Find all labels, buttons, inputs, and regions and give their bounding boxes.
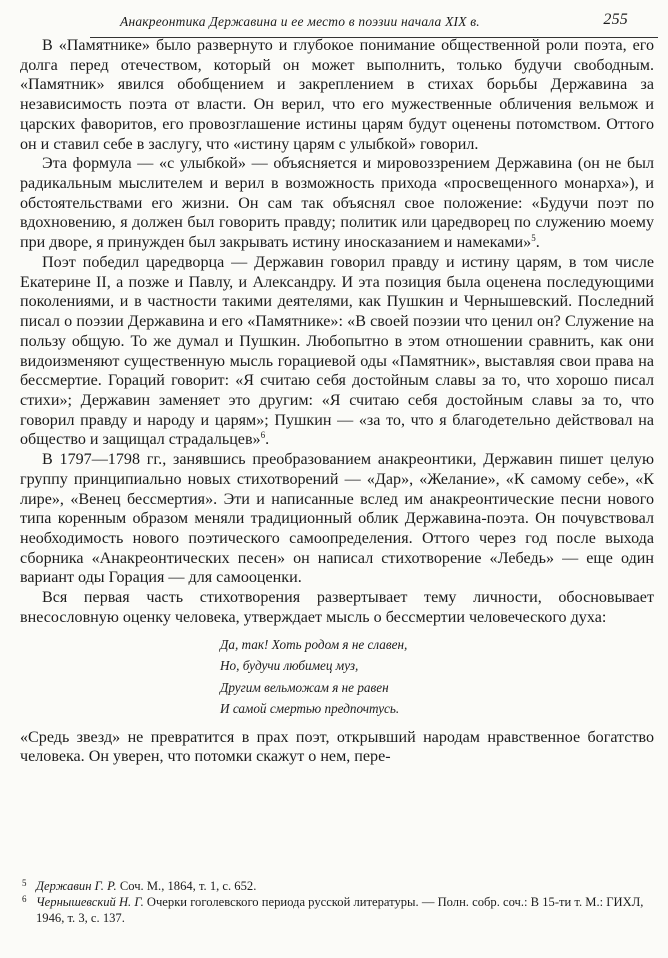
footnote-author: Державин Г. Р. xyxy=(36,879,117,893)
footnote xyxy=(20,878,654,894)
verse-quote xyxy=(220,634,654,720)
paragraph xyxy=(20,36,654,154)
paragraph-text: В 1797—1798 гг., занявшись преобразованием анакреонтики, Державин пишет целую группу принципиально новых стихотворений — «Дар», «Желание», «К самому себе», «К лире», «Венец бессмертия». Эти и написанные вслед им анакреонтические песни нового типа коренным образом меняли традиционный облик Державина-поэта. Он почувствовал необходимость нового поэтического самоопределения. Оттого через год после выхода сборника «Анакреонтических песен» он написал стихотворение «Лебедь» — еще один вариант оды Горация — для самооценки. xyxy=(20,451,654,587)
paragraph-text: Эта формула — «с улыбкой» — объясняется и мировоззрением Державина (он не был радикальным мыслителем и верил в возможность прихода «просвещенного монарха»), и обстоятельствами его жизни. Он сам так объяснял свое положение: «Будучи поэт по вдохновению, я должен был говорить правду; политик или царедворец по служению моему при дворе, я принужден был закрывать истину иносказанием и намеками» xyxy=(20,155,654,252)
footnote-number: 5 xyxy=(22,878,27,888)
paragraph-text: Вся первая часть стихотворения развертывает тему личности, обосновывает внесословную оценку человека, утверждает мысль о бессмертии человеческого духа: xyxy=(20,589,654,626)
paragraph-text: Поэт победил царедворца — Державин говорил правду и истину царям, в том числе Екатерине II, а позже и Павлу, и Александру. И эта позиция была оценена последующими поколениями, и в частности такими деятелями, как Пушкин и Чернышевский. Последний писал о поэзии Державина и его «Памятнике»: «В своей поэзии что ценил он? Служение на пользу общую. То же думал и Пушкин. Любопытно в этом отношении сравнить, как они видоизменяют существенную мысль горациевой оды «Памятник», выставляя свои права на бессмертие. Гораций говорит: «Я считаю себя достойным славы за то, что хорошо писал стихи»; Державин заменяет это другим: «Я считаю себя достойным славы за то, что говорил правду и народу и царям»; Пушкин — «за то, что я благодетельно действовал на общество и защищал страдальцев» xyxy=(20,253,654,449)
running-title: Анакреонтика Державина и ее место в поэзии начала XIX в. xyxy=(120,14,480,29)
footnote xyxy=(20,894,654,926)
footnote-text: Соч. М., 1864, т. 1, с. 652. xyxy=(119,879,257,893)
page-number: 255 xyxy=(603,11,628,28)
paragraph: Поэт победил царедворца — Державин говорил правду и истину царям, в том числе Екатерине II, а позже и Павлу, и Александру. И эта позиция была оценена последующими поколениями, и в частности такими деятелями, как Пушкин и Чернышевский. Последний писал о поэзии Державина и его «Памятнике»: «В своей поэзии что ценил он? Служение на пользу общую. То же думал и Пушкин. Любопытно в этом отношении сравнить, как они видоизменяют существенную мысль горациевой оды «Памятник», выставляя свои права на бессмертие. Гораций говорит: «Я считаю себя достойным славы за то, что хорошо писал стихи»; Державин заменяет это другим: «Я считаю себя достойным славы за то, что говорил правду и народу и царям»; Пушкин — «за то, что я благодетельно действовал на общество и защищал страдальцев»$^6$. xyxy=(20,253,654,449)
footnotes xyxy=(20,878,654,926)
footnote-number: 6 xyxy=(22,894,27,904)
running-header xyxy=(90,8,658,34)
paragraph xyxy=(20,588,654,627)
main-text xyxy=(20,36,654,767)
footnote-ref[interactable]: 6 xyxy=(260,430,266,441)
verse-line: Другим вельможам я не равен xyxy=(220,679,389,695)
footnote-author: Чернышевский Н. Г. xyxy=(36,895,144,909)
footnote-ref[interactable]: 5 xyxy=(531,233,536,244)
paragraph-text: В «Памятнике» было развернуто и глубокое понимание общественной роли поэта, его долга перед отечеством, который он может выполнить, только будучи свободным. «Памятник» явился обобщением и закреплением в стихах борьбы Державина за независимость поэта от власти. Он верил, что его мужественные обличения вельмож и царских фаворитов, его провозглашение истины царям будут оценены потомством. Оттого он и ставил себе в заслугу, что «истину царям с улыбкой» говорил. xyxy=(20,37,654,153)
footnote-text: Очерки гоголевского периода русской литературы. — Полн. собр. соч.: В 15-ти т. М.: ГИХЛ, 1946, т. 3, с. 137. xyxy=(36,895,644,925)
paragraph: Эта формула — «с улыбкой» — объясняется и мировоззрением Державина (он не был радикальным мыслителем и верил в возможность прихода «просвещенного монарха»), и обстоятельствами его жизни. Он сам так объяснял свое положение: «Будучи поэт по вдохновению, я должен был говорить правду; политик или царедворец по служению моему при дворе, я принужден был закрывать истину иносказанием и намеками»$^5$. xyxy=(20,155,654,252)
verse-line: Но, будучи любимец муз, xyxy=(220,658,359,674)
paragraph-text: «Средь звезд» не превратится в прах поэт, открывший народам нравственное богатство человека. Он уверен, что потомки скажут о нем, пере- xyxy=(20,728,654,766)
paragraph xyxy=(20,728,654,767)
paragraph xyxy=(20,450,654,588)
verse-line: И самой смертью предпочтусь. xyxy=(220,701,400,717)
verse-line: Да, так! Хоть родом я не славен, xyxy=(220,636,408,652)
